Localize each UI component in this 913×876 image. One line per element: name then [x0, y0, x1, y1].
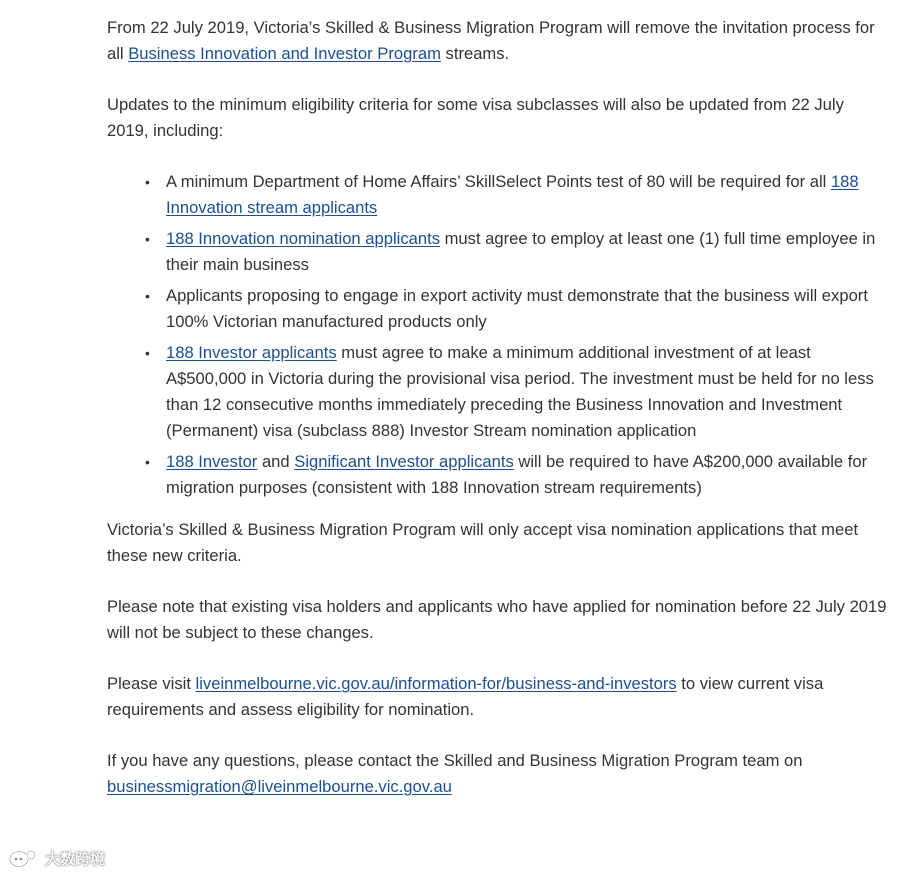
list-item — [145, 169, 887, 221]
paragraph-text: streams. — [440, 44, 510, 63]
list-item-text: will be required to have A$200,000 available for migration purposes (consistent with 188 Innovation stream requirements) — [166, 452, 868, 497]
paragraph-visit-website — [107, 671, 887, 723]
investor-applicants-link[interactable]: 188 Investor applicants — [166, 343, 337, 362]
paragraph-eligibility-updates: Updates to the minimum eligibility criteria for some visa subclasses will also be updated from 22 July 2019, including: — [107, 95, 844, 140]
bullet-icon: • — [145, 288, 150, 304]
paragraph-contact — [107, 748, 887, 800]
innovation-stream-applicants-link[interactable]: 188 Innovation stream applicants — [166, 172, 859, 217]
list-item — [145, 283, 887, 335]
bullet-icon: • — [145, 174, 150, 190]
paragraph-new-criteria: Victoria’s Skilled & Business Migration Program will only accept visa nomination applications that meet these new criteria. — [107, 520, 859, 565]
list-item-text: and — [257, 452, 295, 471]
list-item-text: A minimum Department of Home Affairs’ SkillSelect Points test of 80 will be required for all — [166, 172, 831, 191]
watermark-text: 大数跨境 — [45, 850, 106, 868]
significant-investor-applicants-link[interactable]: Significant Investor applicants — [294, 452, 514, 471]
bullet-icon: • — [145, 231, 150, 247]
bullet-icon: • — [145, 454, 150, 470]
business-innovation-program-link[interactable]: Business Innovation and Investor Program — [128, 44, 441, 63]
innovation-nomination-applicants-link[interactable]: 188 Innovation nomination applicants — [166, 229, 440, 248]
list-item — [145, 226, 887, 278]
paragraph-text: From 22 July 2019, Victoria’s Skilled & Business Migration Program will remove the invitation process for all — [107, 18, 875, 63]
list-item-text: must agree to employ at least one (1) full time employee in their main business — [166, 229, 876, 274]
list-item — [145, 340, 887, 444]
paragraph-text: If you have any questions, please contact the Skilled and Business Migration Program team on — [107, 751, 803, 770]
investor-link[interactable]: 188 Investor — [166, 452, 258, 471]
paragraph-existing-holders: Please note that existing visa holders and applicants who have applied for nomination before 22 July 2019 will not be subject to these changes. — [107, 597, 887, 642]
paragraph-invitation-removal — [107, 15, 887, 67]
watermark — [8, 846, 105, 872]
list-item-text: must agree to make a minimum additional investment of at least A$500,000 in Victoria during the provisional visa period. The investment must be held for no less than 12 consecutive months immediately preceding the Business Innovation and Investment (Permanent) visa (subclass 888) Investor Stream nomination application — [166, 343, 874, 440]
list-item — [145, 449, 887, 501]
business-investors-url-link[interactable]: liveinmelbourne.vic.gov.au/information-for/business-and-investors — [195, 674, 677, 693]
bullet-icon: • — [145, 345, 150, 361]
chat-bubble-icon — [8, 849, 40, 869]
paragraph-text: Please visit — [107, 674, 196, 693]
article-body — [107, 15, 887, 825]
criteria-list — [107, 169, 887, 501]
contact-email-link[interactable]: businessmigration@liveinmelbourne.vic.gov.au — [107, 777, 452, 796]
paragraph-text: to view current visa requirements and assess eligibility for nomination. — [107, 674, 824, 719]
list-item-text: Applicants proposing to engage in export activity must demonstrate that the business will export 100% Victorian manufactured products only — [166, 286, 868, 331]
